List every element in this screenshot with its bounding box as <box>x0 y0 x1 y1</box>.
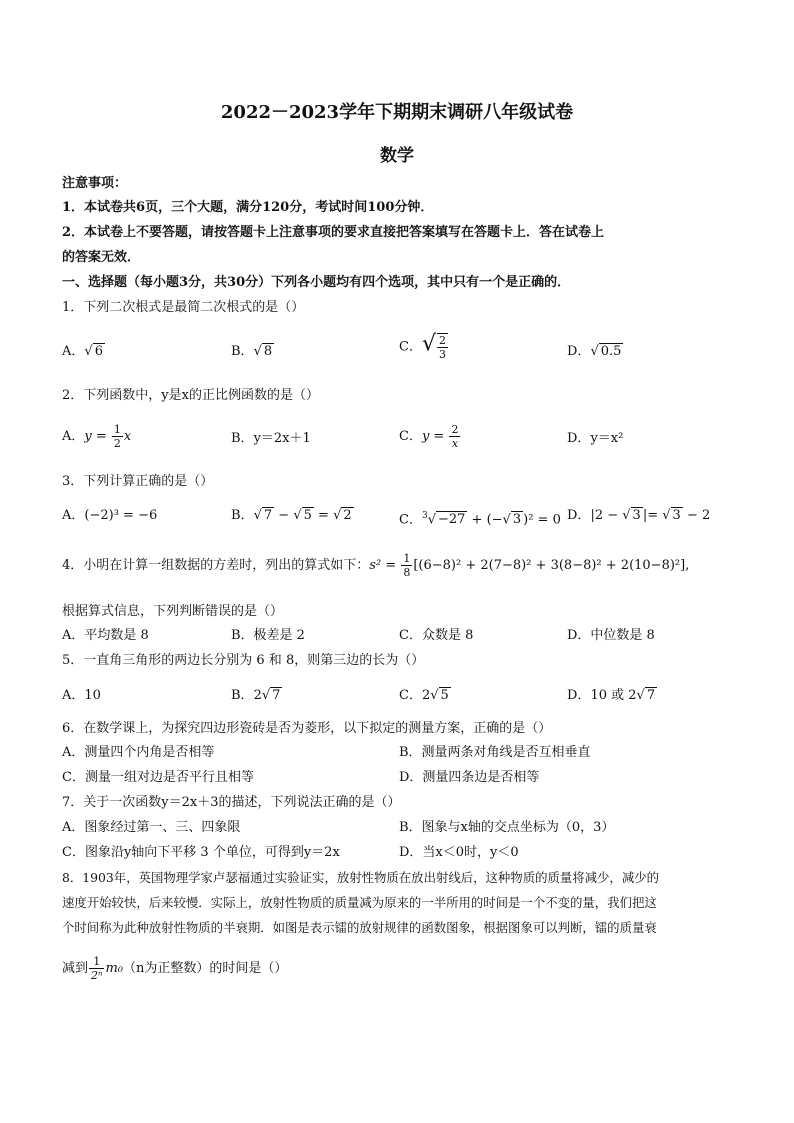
question-3-option-a: A．(−2)³ = −6 <box>62 508 158 523</box>
question-4-stem: 4．小明在计算一组数据的方差时，列出的算式如下：s² = $\frac{1}{8}$ [(6−8)² + 2(7−8)² + 3(8−8)² + 2(10−8)²], <box>62 552 690 579</box>
question-7-option-a: A．图象经过第一、三、四象限 <box>62 820 241 835</box>
notice-item-2-line-1: 2．本试卷上不要答题，请按答题卡上注意事项的要求直接把答案填写在答题卡上．答在试卷上 <box>62 225 605 240</box>
question-3-option-d: D．|2 − √ 3 |= √ 3 − 2 <box>567 508 711 523</box>
question-6-option-c: C．测量一组对边是否平行且相等 <box>62 770 254 785</box>
question-2-option-c: C．y = $\frac{2}{x}$ <box>399 423 459 450</box>
question-5-option-c: C．2√ 5 <box>399 688 449 703</box>
question-8-line-4: 减到 $\frac{1}{\text{2ⁿ}}$ m₀（n为正整数）的时间是（） <box>62 955 288 982</box>
question-6-option-d: D．测量四条边是否相等 <box>399 770 540 785</box>
exam-title: 2022－2023学年下期期末调研八年级试卷 <box>220 102 574 123</box>
section-1-heading: 一、选择题（每小题3分，共30分）下列各小题均有四个选项，其中只有一个是正确的． <box>62 275 571 290</box>
question-5-option-a: A．10 <box>62 688 101 703</box>
question-8-line-2: 速度开始较快，后来较慢．实际上，放射性物质的质量减为原来的一半所用的时间是一个不变的量，我们把这 <box>62 895 657 910</box>
question-4-line-2: 根据算式信息，下列判断错误的是（） <box>62 604 284 619</box>
question-5-stem: 5．一直角三角形的两边长分别为 6 和 8，则第三边的长为（） <box>62 653 425 668</box>
question-2-option-d: D．y＝x² <box>567 431 624 446</box>
question-5-option-d: D．10 或 2√ 7 <box>567 688 656 703</box>
notice-item-1: 1．本试卷共6页，三个大题，满分120分，考试时间100分钟． <box>62 200 434 215</box>
question-1-option-b: B．√ 8 <box>231 344 273 359</box>
question-2-option-b: B．y＝2x＋1 <box>231 431 311 446</box>
question-4-option-b: B．极差是 2 <box>231 628 305 643</box>
question-8-line-3: 个时间称为此种放射性物质的半衰期．如图是表示镭的放射规律的函数图象，根据图象可以判断，镭的质量衰 <box>62 920 657 935</box>
question-4-option-a: A．平均数是 8 <box>62 628 149 643</box>
question-7-option-d: D．当x＜0时，y＜0 <box>399 845 519 860</box>
question-7-stem: 7．关于一次函数y＝2x＋3的描述，下列说法正确的是（） <box>62 795 401 810</box>
notice-item-2-line-2: 的答案无效． <box>62 250 141 265</box>
notice-heading: 注意事项： <box>62 176 128 191</box>
question-3-option-b: B．√ 7 − √ 5 = √ 2 <box>231 508 352 523</box>
question-3-stem: 3．下列计算正确的是（） <box>62 474 214 489</box>
question-8-line-1: 8．1903年，英国物理学家卢瑟福通过实验证实，放射性物质在放出射线后，这种物质的质量将减少，减少的 <box>62 870 659 885</box>
question-6-option-a: A．测量四个内角是否相等 <box>62 745 215 760</box>
question-7-option-b: B．图象与x轴的交点坐标为（0，3） <box>399 820 615 835</box>
question-5-option-b: B．2√ 7 <box>231 688 281 703</box>
question-1-option-c: C．√ $\frac{2}{3}$ <box>399 331 446 361</box>
question-4-option-d: D．中位数是 8 <box>567 628 655 643</box>
question-3-option-c: C．$^3$√ −27 + (−√ 3 )² = 0 <box>399 511 561 528</box>
question-1-option-a: A．√ 6 <box>62 344 103 359</box>
question-1-option-d: D．√ 0.5 <box>567 344 622 359</box>
subject-title: 数学 <box>380 146 414 166</box>
question-4-option-c: C．众数是 8 <box>399 628 474 643</box>
question-1-stem: 1．下列二次根式是最简二次根式的是（） <box>62 300 305 315</box>
question-2-option-a: A．y = $\frac{1}{2}$ x <box>62 423 132 450</box>
question-6-stem: 6．在数学课上，为探究四边形瓷砖是否为菱形，以下拟定的测量方案，正确的是（） <box>62 721 552 736</box>
question-2-stem: 2．下列函数中，y是x的正比例函数的是（） <box>62 388 319 403</box>
question-7-option-c: C．图象沿y轴向下平移 3 个单位，可得到y＝2x <box>62 845 340 860</box>
question-6-option-b: B．测量两条对角线是否互相垂直 <box>399 745 591 760</box>
